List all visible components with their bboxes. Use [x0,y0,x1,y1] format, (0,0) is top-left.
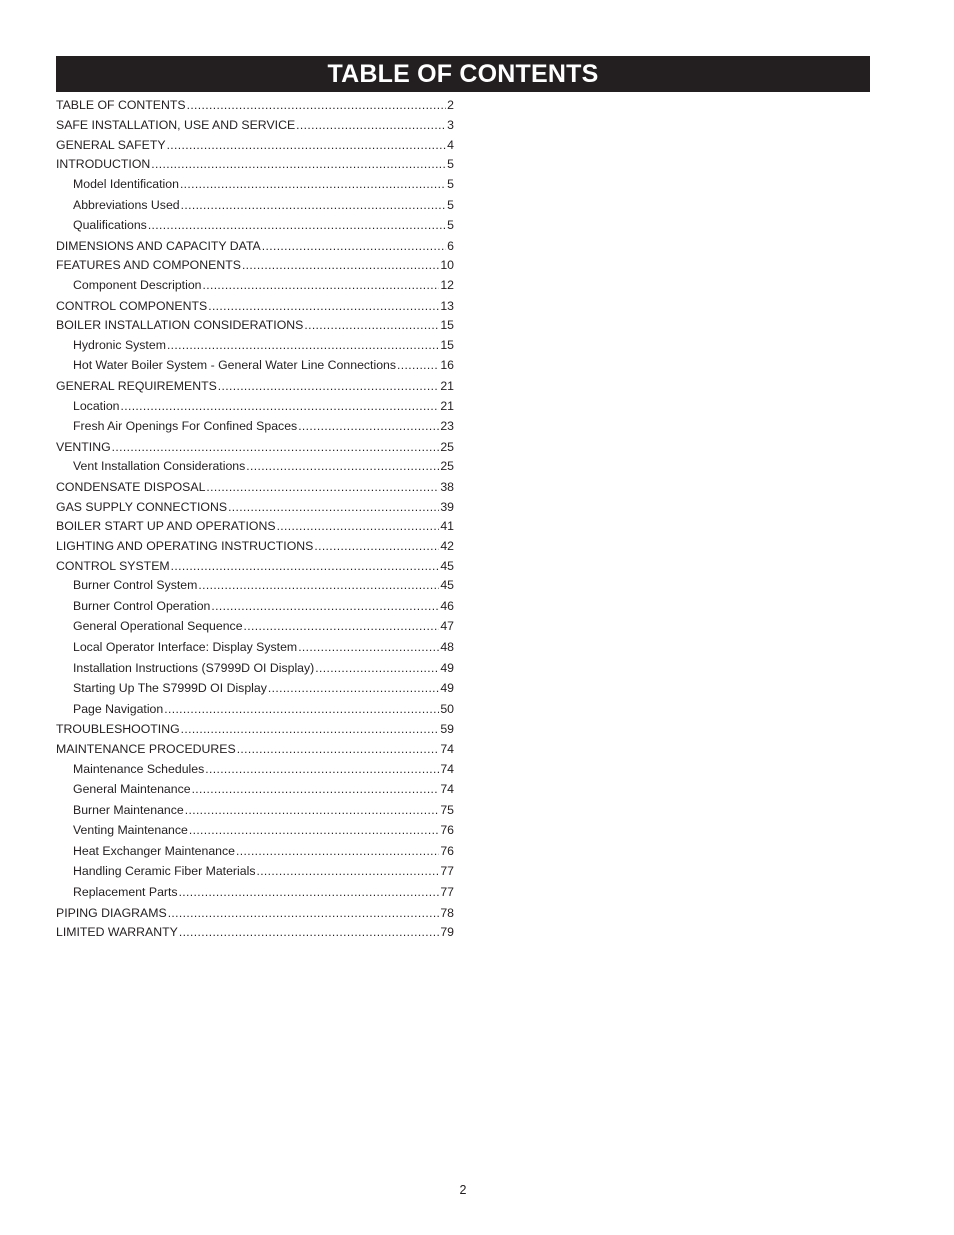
toc-entry[interactable] [56,276,454,294]
dot-leader [192,780,440,798]
toc-entry[interactable] [56,537,454,555]
toc-entry-title: Abbreviations Used [73,198,180,212]
toc-entry-title: Local Operator Interface: Display System [73,640,298,654]
dot-leader [298,417,439,435]
toc-entry-title: Installation Instructions (S7999D OI Display) [73,661,315,675]
toc-entry-page: 5 [447,157,454,171]
toc-entry[interactable] [56,904,454,922]
toc-entry[interactable] [56,923,454,941]
dot-leader [198,576,439,594]
toc-entry-page: 77 [440,885,454,899]
toc-entry-title: LIGHTING AND OPERATING INSTRUCTIONS [56,539,314,553]
toc-entry[interactable] [56,175,454,193]
toc-entry-page: 16 [440,358,454,372]
toc-entry-title: GENERAL SAFETY [56,138,166,152]
toc-entry-page: 13 [440,299,454,313]
dot-leader [304,316,439,334]
dot-leader [179,923,439,941]
toc-entry[interactable] [56,576,454,594]
toc-entry-title: CONDENSATE DISPOSAL [56,480,206,494]
toc-entry-title: Burner Maintenance [73,803,184,817]
toc-entry-page: 46 [440,599,454,613]
dot-leader [164,700,439,718]
dot-leader [180,175,446,193]
toc-entry[interactable] [56,96,454,114]
toc-entry[interactable] [56,659,454,677]
dot-leader [168,904,440,922]
toc-entry[interactable] [56,740,454,758]
toc-entry-page: 50 [440,702,454,716]
toc-entry[interactable] [56,216,454,234]
dot-leader [203,276,440,294]
dot-leader [205,760,439,778]
toc-entry[interactable] [56,417,454,435]
dot-leader [189,821,439,839]
toc-entry-title: GENERAL REQUIREMENTS [56,379,217,393]
toc-entry-page: 2 [447,98,454,112]
toc-entry[interactable] [56,237,454,255]
toc-entry-page: 48 [440,640,454,654]
toc-entry-page: 6 [447,239,454,253]
toc-entry[interactable] [56,377,454,395]
dot-leader [206,478,439,496]
toc-entry-page: 49 [440,681,454,695]
toc-entry[interactable] [56,862,454,880]
toc-entry-page: 41 [440,519,454,533]
toc-entry[interactable] [56,679,454,697]
toc-entry-page: 12 [440,278,454,292]
toc-entry[interactable] [56,297,454,315]
toc-entry-page: 10 [440,258,454,272]
toc-entry[interactable] [56,356,454,374]
dot-leader [181,720,440,738]
toc-entry-title: Heat Exchanger Maintenance [73,844,236,858]
dot-leader [296,116,446,134]
toc-entry-page: 15 [440,318,454,332]
toc-entry-title: Location [73,399,120,413]
dot-leader [256,862,439,880]
toc-entry-title: Replacement Parts [73,885,178,899]
toc-entry[interactable] [56,638,454,656]
toc-entry-page: 77 [440,864,454,878]
toc-entry-page: 5 [447,198,454,212]
toc-entry-page: 74 [440,782,454,796]
toc-entry-page: 74 [440,742,454,756]
toc-entry[interactable] [56,760,454,778]
toc-entry-title: TABLE OF CONTENTS [56,98,186,112]
dot-leader [218,377,440,395]
dot-leader [242,256,439,274]
toc-entry-title: LIMITED WARRANTY [56,925,178,939]
toc-entry-title: TROUBLESHOOTING [56,722,180,736]
toc-entry[interactable] [56,617,454,635]
toc-entry-title: Vent Installation Considerations [73,459,246,473]
toc-entry-page: 25 [440,459,454,473]
toc-entry-page: 59 [440,722,454,736]
dot-leader [187,96,447,114]
toc-entry[interactable] [56,457,454,475]
dot-leader [397,356,439,374]
toc-entry-title: Hot Water Boiler System - General Water Line Connections [73,358,397,372]
toc-entry-title: BOILER START UP AND OPERATIONS [56,519,276,533]
toc-entry[interactable] [56,478,454,496]
toc-entry[interactable] [56,438,454,456]
dot-leader [315,659,439,677]
toc-entry[interactable] [56,316,454,334]
toc-entry[interactable] [56,336,454,354]
toc-entry-title: Venting Maintenance [73,823,188,837]
toc-entry-page: 45 [440,578,454,592]
toc-entry-title: CONTROL COMPONENTS [56,299,208,313]
dot-leader [246,457,439,475]
toc-entry-title: Starting Up The S7999D OI Display [73,681,267,695]
toc-entry[interactable] [56,700,454,718]
toc-entry[interactable] [56,821,454,839]
toc-entry[interactable] [56,720,454,738]
toc-entry-page: 3 [447,118,454,132]
toc-entry-title: Handling Ceramic Fiber Materials [73,864,256,878]
dot-leader [228,498,439,516]
dot-leader [236,842,439,860]
toc-entry-title: Fresh Air Openings For Confined Spaces [73,419,298,433]
toc-entry-title: CONTROL SYSTEM [56,559,170,573]
dot-leader [171,557,440,575]
toc-entry-page: 38 [440,480,454,494]
toc-entry[interactable] [56,597,454,615]
toc-entry-page: 47 [440,619,454,633]
toc-entry-page: 25 [440,440,454,454]
toc-entry-title: DIMENSIONS AND CAPACITY DATA [56,239,261,253]
dot-leader [208,297,439,315]
toc-entry-page: 15 [440,338,454,352]
toc-entry[interactable] [56,397,454,415]
toc-entry-title: Qualifications [73,218,147,232]
toc-entry-page: 23 [440,419,454,433]
dot-leader [112,438,440,456]
dot-leader [185,801,440,819]
dot-leader [211,597,439,615]
toc-entry[interactable] [56,842,454,860]
toc-entry[interactable] [56,883,454,901]
toc-entry[interactable] [56,780,454,798]
dot-leader [298,638,439,656]
toc-entry-page: 76 [440,844,454,858]
toc-entry[interactable] [56,256,454,274]
toc-entry-title: PIPING DIAGRAMS [56,906,167,920]
dot-leader [167,336,439,354]
toc-entry-title: Hydronic System [73,338,166,352]
dot-leader [121,397,440,415]
dot-leader [181,196,447,214]
toc-entry[interactable] [56,136,454,154]
toc-entry-title: MAINTENANCE PROCEDURES [56,742,236,756]
toc-entry-page: 21 [440,379,454,393]
dot-leader [244,617,440,635]
dot-leader [262,237,446,255]
toc-entry-page: 21 [440,399,454,413]
dot-leader [151,155,446,173]
dot-leader [167,136,447,154]
toc-entry-page: 39 [440,500,454,514]
dot-leader [148,216,446,234]
toc-entry-title: INTRODUCTION [56,157,151,171]
toc-entry-title: General Maintenance [73,782,191,796]
toc-entry-title: GAS SUPPLY CONNECTIONS [56,500,228,514]
toc-entry[interactable] [56,498,454,516]
toc-entry-page: 79 [440,925,454,939]
title-bar [56,56,870,92]
dot-leader [314,537,439,555]
toc-entry-page: 49 [440,661,454,675]
page-number: 2 [459,1183,467,1197]
toc-entry-title: Model Identification [73,177,179,191]
toc-entry-page: 5 [447,177,454,191]
toc-entry-title: Page Navigation [73,702,164,716]
toc-entry-title: Component Description [73,278,202,292]
toc-entry[interactable] [56,517,454,535]
toc-entry-title: General Operational Sequence [73,619,243,633]
toc-entry-title: SAFE INSTALLATION, USE AND SERVICE [56,118,296,132]
dot-leader [179,883,440,901]
toc-entry-title: Maintenance Schedules [73,762,205,776]
toc-entry-title: Burner Control Operation [73,599,211,613]
toc-entry[interactable] [56,196,454,214]
toc-entry-page: 75 [440,803,454,817]
toc-entry-title: BOILER INSTALLATION CONSIDERATIONS [56,318,304,332]
toc-entry-title: FEATURES AND COMPONENTS [56,258,241,272]
toc-entry[interactable] [56,155,454,173]
dot-leader [268,679,439,697]
toc-entry-page: 42 [440,539,454,553]
page-title: TABLE OF CONTENTS [327,59,599,88]
toc-entry-title: Burner Control System [73,578,198,592]
toc-entry-page: 4 [447,138,454,152]
toc-entry-page: 5 [447,218,454,232]
toc-entry-title: VENTING [56,440,111,454]
toc-entry-page: 45 [440,559,454,573]
dot-leader [237,740,440,758]
toc-entry-page: 78 [440,906,454,920]
toc-entry[interactable] [56,557,454,575]
toc-entry-page: 74 [440,762,454,776]
toc-entry-page: 76 [440,823,454,837]
toc-entry[interactable] [56,116,454,134]
dot-leader [277,517,440,535]
toc-entry[interactable] [56,801,454,819]
